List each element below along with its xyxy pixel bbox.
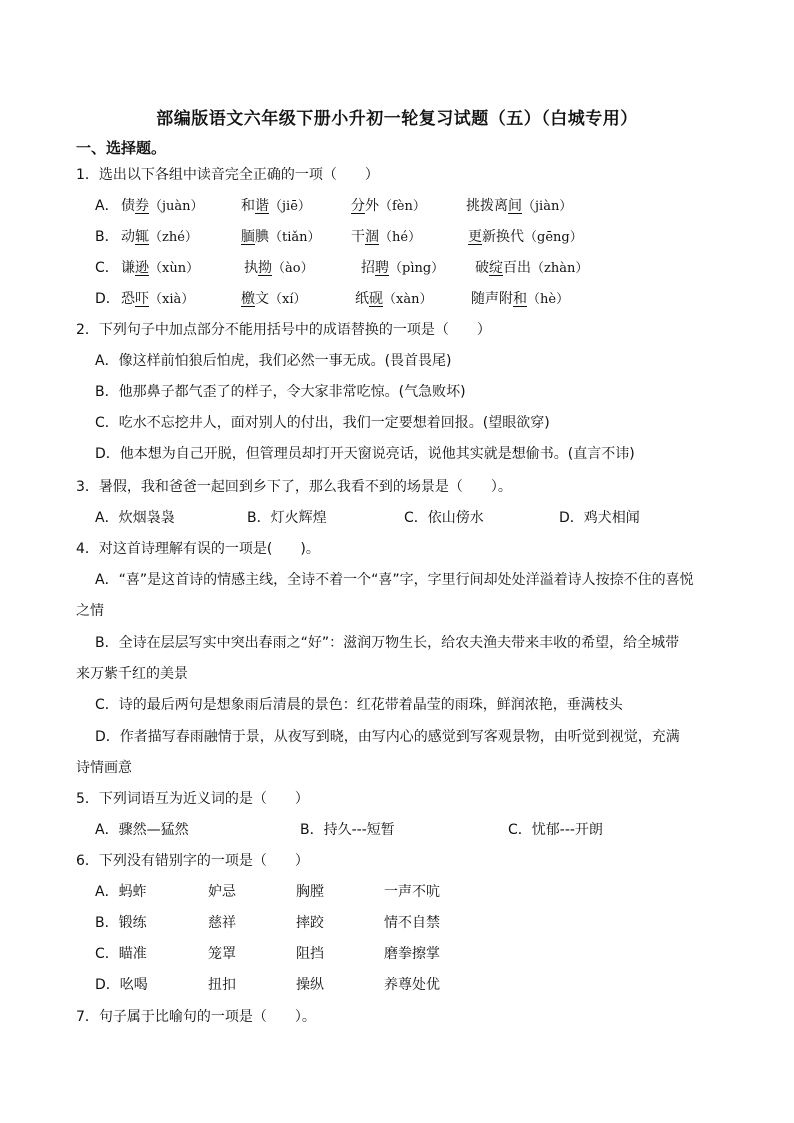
option-word: 笼罩 [208, 946, 236, 962]
word-prefix: 破 [475, 260, 489, 276]
word-prefix: 债 [121, 198, 135, 214]
question-1-option-label: A． [95, 198, 119, 214]
question-6-option [95, 975, 148, 995]
question-5-stem: 5．下列词语互为近义词的是（ ） [76, 791, 309, 807]
question-1-word [121, 258, 199, 279]
question-1-option-label: D． [95, 291, 120, 307]
word-prefix: 执 [244, 260, 258, 276]
question-2-option-b: B．他那鼻子都气歪了的样子，令大家非常吃惊。(气急败坏) [95, 384, 466, 400]
question-1-word [466, 196, 572, 217]
pinyin: （xùn） [149, 261, 200, 276]
question-1-word [351, 196, 426, 217]
question-1-option-label: C． [95, 260, 119, 276]
question-4-option-b-cont: 来万紫千红的美景 [76, 666, 188, 682]
underlined-char: 更 [468, 229, 482, 245]
option-word: 胸膛 [296, 884, 324, 900]
underlined-char: 和 [513, 291, 527, 307]
pinyin: （hè） [527, 292, 570, 307]
question-2-option-a: A．像这样前怕狼后怕虎，我们必然一事无成。(畏首畏尾) [95, 353, 452, 369]
question-4-option-a: A．“喜”是这首诗的情感主线，全诗不着一个“喜”字，字里行间却处处洋溢着诗人按捺不住的喜悦 [95, 572, 694, 588]
option-label: A． [95, 884, 119, 900]
question-3-option-a: A．炊烟袅袅 [95, 510, 175, 526]
question-2-stem: 2．下列句子中加点部分不能用括号中的成语替换的一项是（ ） [76, 322, 491, 338]
question-1-word [475, 258, 588, 279]
underlined-char: 逊 [135, 260, 149, 276]
word-prefix: 挑拨离 [466, 198, 508, 214]
question-4-option-c: C．诗的最后两句是想象雨后清晨的景色：红花带着晶莹的雨珠，鲜润浓艳，垂满枝头 [95, 697, 623, 713]
question-1-word [361, 258, 444, 279]
option-word: 阻挡 [296, 946, 324, 962]
option-word: 养尊处优 [384, 977, 440, 993]
question-1-word [241, 196, 311, 217]
question-1-word [471, 289, 569, 310]
question-5-option-a: A．骤然—猛然 [95, 822, 189, 838]
word-prefix: 随声附 [471, 291, 513, 307]
word-suffix: 新换代 [482, 229, 524, 245]
option-word: 妒忌 [208, 884, 236, 900]
question-4-option-a-cont: 之情 [76, 603, 104, 619]
question-4-option-d-cont: 诗情画意 [76, 760, 132, 776]
question-6-option [95, 913, 147, 933]
option-word: 锻练 [118, 915, 147, 931]
question-1-word [351, 227, 421, 248]
pinyin: （gēng） [524, 230, 583, 245]
question-2-option-d: D．他本想为自己开脱，但管理员却打开天窗说亮话，说他其实就是想偷书。(直言不讳) [95, 446, 635, 462]
option-word: 扭扣 [208, 977, 236, 993]
pinyin: （fèn） [379, 199, 426, 214]
question-6-option [95, 882, 147, 902]
question-2-option-c: C．吃水不忘挖井人，面对别人的付出，我们一定要想着回报。(望眼欲穿) [95, 415, 550, 431]
word-suffix: 文 [255, 291, 269, 307]
pinyin: （tiǎn） [269, 230, 321, 245]
word-prefix: 谦 [121, 260, 135, 276]
question-5-option-c: C．忧郁---开朗 [508, 822, 603, 838]
question-1-word [121, 289, 194, 310]
question-1-word [241, 289, 307, 310]
underlined-char: 聘 [375, 260, 389, 276]
option-word: 摔跤 [296, 915, 324, 931]
question-1-stem: 1．选出以下各组中读音完全正确的一项（ ） [76, 167, 379, 183]
question-1-option-label: B． [95, 229, 119, 245]
pinyin: （ào） [272, 261, 314, 276]
question-3-option-b: B．灯火辉煌 [247, 510, 327, 526]
underlined-char: 拗 [258, 260, 272, 276]
pinyin: （xàn） [383, 292, 433, 307]
word-prefix: 干 [351, 229, 365, 245]
option-word: 瞄准 [118, 946, 147, 962]
pinyin: （zhàn） [531, 261, 589, 276]
option-label: D． [95, 977, 120, 993]
underlined-char: 檄 [241, 291, 255, 307]
option-word: 操纵 [296, 977, 324, 993]
underlined-char: 腼 [241, 229, 255, 245]
underlined-char: 吓 [135, 291, 149, 307]
pinyin: （hé） [379, 230, 422, 245]
question-6-stem: 6．下列没有错别字的一项是（ ） [76, 853, 309, 869]
word-suffix: 百出 [503, 260, 531, 276]
question-1-word [355, 289, 432, 310]
question-7-stem: 7．句子属于比喻句的一项是（ ）。 [76, 1009, 316, 1025]
word-suffix: 腆 [255, 229, 269, 245]
option-word: 慈祥 [208, 915, 236, 931]
underlined-char: 分 [351, 198, 365, 214]
pinyin: （juàn） [149, 199, 204, 214]
underlined-char: 砚 [369, 291, 383, 307]
page-title: 部编版语文六年级下册小升初一轮复习试题（五）（白城专用） [156, 109, 638, 129]
question-3-option-c: C．依山傍水 [404, 510, 484, 526]
question-3-option-d: D．鸡犬相闻 [559, 510, 640, 526]
question-1-word [468, 227, 583, 248]
option-word: 吆喝 [119, 977, 148, 993]
option-word: 蚂蚱 [118, 884, 147, 900]
question-1-word [121, 196, 204, 217]
pinyin: （xí） [269, 292, 307, 307]
question-4-option-b: B．全诗在层层写实中突出春雨之“好”：滋润万物生长，给农夫渔夫带来丰收的希望，给全城带 [95, 635, 680, 651]
underlined-char: 谐 [255, 198, 269, 214]
underlined-char: 绽 [489, 260, 503, 276]
question-1-word [244, 258, 314, 279]
section-heading: 一、选择题。 [76, 139, 167, 157]
word-prefix: 动 [121, 229, 135, 245]
pinyin: （pìng） [389, 261, 445, 276]
underlined-char: 券 [135, 198, 149, 214]
question-3-stem: 3．暑假，我和爸爸一起回到乡下了，那么我看不到的场景是（ ）。 [76, 479, 512, 495]
question-1-word [241, 227, 321, 248]
question-1-word [121, 227, 198, 248]
pinyin: （zhé） [149, 230, 198, 245]
pinyin: （jiē） [269, 199, 311, 214]
option-word: 一声不吭 [384, 884, 440, 900]
option-label: C． [95, 946, 119, 962]
question-4-stem: 4．对这首诗理解有误的一项是( )。 [76, 541, 320, 557]
pinyin: （jiàn） [522, 199, 573, 214]
question-4-option-d: D．作者描写春雨融情于景，从夜写到晓，由写内心的感觉到写客观景物，由听觉到视觉，充满 [95, 729, 680, 745]
word-prefix: 恐 [121, 291, 135, 307]
question-6-option [95, 944, 147, 964]
word-prefix: 和 [241, 198, 255, 214]
word-prefix: 招 [361, 260, 375, 276]
word-suffix: 外 [365, 198, 379, 214]
underlined-char: 间 [508, 198, 522, 214]
option-word: 磨拳擦掌 [384, 946, 440, 962]
underlined-char: 涸 [365, 229, 379, 245]
question-5-option-b: B．持久---短暂 [300, 822, 395, 838]
word-prefix: 纸 [355, 291, 369, 307]
option-label: B． [95, 915, 119, 931]
option-word: 情不自禁 [384, 915, 440, 931]
underlined-char: 辄 [135, 229, 149, 245]
pinyin: （xià） [149, 292, 195, 307]
